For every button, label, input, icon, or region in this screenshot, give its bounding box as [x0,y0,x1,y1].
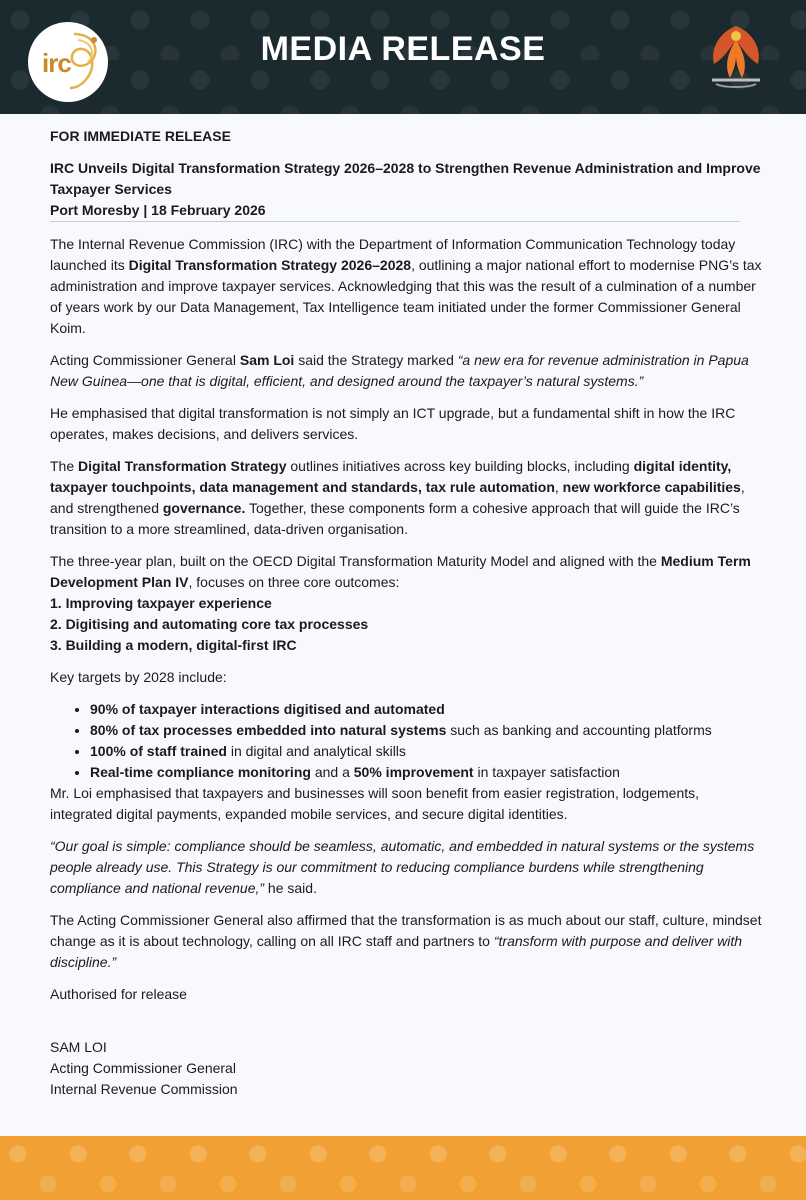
targets-intro: Key targets by 2028 include: [50,669,227,685]
quote: “a new era for revenue administration in Papua New Guinea—one that is digital, efficient, and designed around the taxpayer’s natural systems.” [50,352,749,389]
list-item: 1. Improving taxpayer experience [50,595,272,611]
building-block: new workforce capabilities [562,479,741,495]
dateline: Port Moresby | 18 February 2026 [50,202,266,218]
page-title: MEDIA RELEASE [260,30,546,68]
text: in digital and analytical skills [226,743,406,759]
header-banner [0,0,806,114]
target: 90% of taxpayer interactions digitised and automated [90,701,445,717]
text: , outlining a major national effort to modernise PNG’s tax administration and improve taxpayer services. Acknowledging that this was the result of a culmination of a number of years work by our Data Management, Tax Intelligence team initiated under the former Commissioner General Koim. [50,257,762,336]
list-item [90,762,762,783]
text: The Acting Commissioner General also affirmed that the transformation is as much about our staff, culture, mindset change as it is about technology, calling on all IRC staff and partners to [50,912,762,949]
paragraph-quote [50,350,762,392]
release-label: FOR IMMEDIATE RELEASE [50,128,231,144]
release-content [50,126,762,1100]
text: in taxpayer satisfaction [473,764,620,780]
targets-list [50,699,762,783]
signatory-role: Acting Commissioner General [50,1060,236,1076]
list-item [90,699,762,720]
text: and a [310,764,354,780]
paragraph-building-blocks [50,456,762,540]
paragraph-benefits: Mr. Loi emphasised that taxpayers and businesses will soon benefit from easier registration, lodgements, integrated digital payments, expanded mobile services, and secure digital identities. [50,785,700,822]
outcomes-list [50,593,762,656]
quote: “transform with purpose and deliver with discipline.” [50,933,743,970]
list-item [90,741,762,762]
text: said the Strategy marked [294,352,458,368]
target: 80% of tax processes embedded into natural systems [90,722,447,738]
quote: “Our goal is simple: compliance should be seamless, automatic, and embedded in natural systems or the systems people already use. This Strategy is our commitment to reducing compliance burdens while strengthening compliance and national revenue,” [50,838,755,896]
paragraph-emphasis: He emphasised that digital transformation is not simply an ICT upgrade, but a fundamental shift in how the IRC operates, makes decisions, and delivers services. [50,405,736,442]
text: , focuses on three core outcomes: [188,574,400,590]
list-item [90,720,762,741]
list-item: 2. Digitising and automating core tax processes [50,616,369,632]
text: The Internal Revenue Commission (IRC) with the Department of Information Communication Technology today launched its [50,236,736,273]
text: , and strengthened [50,479,745,516]
text: he said. [264,880,317,896]
text: Acting Commissioner General [50,352,240,368]
signatory-name: SAM LOI [50,1039,107,1055]
signature-block [50,1037,762,1100]
person-name: Sam Loi [239,352,295,368]
list-item: 3. Building a modern, digital-first IRC [50,637,297,653]
strategy-name: Digital Transformation Strategy 2026–2028 [128,257,412,273]
logo-text: irc [42,48,71,78]
target: 50% improvement [353,764,474,780]
footer-banner [0,1136,806,1200]
text: The [50,458,79,474]
text: , [554,479,563,495]
text: Together, these components form a cohesive approach that will guide the IRC’s transition to a more streamlined, data-driven organisation. [50,500,740,537]
text: The three-year plan, built on the OECD Digital Transformation Maturity Model and aligned with the [50,553,661,569]
building-block: governance. [162,500,246,516]
paragraph-plan [50,551,762,593]
paragraph-affirmation [50,910,762,973]
strategy-name: Digital Transformation Strategy [78,458,287,474]
signatory-org: Internal Revenue Commission [50,1081,238,1097]
plan-name: Medium Term Development Plan IV [50,553,751,590]
text: such as banking and accounting platforms [446,722,712,738]
paragraph-launch [50,234,762,339]
headline: IRC Unveils Digital Transformation Strategy 2026–2028 to Strengthen Revenue Administration and Improve Taxpayer Services [50,160,761,197]
dateline-divider [50,200,740,222]
paragraph-goal-quote [50,836,762,899]
building-blocks: digital identity, taxpayer touchpoints, data management and standards, tax rule automation [50,458,732,495]
target: 100% of staff trained [90,743,227,759]
authorised-line: Authorised for release [50,986,187,1002]
text: outlines initiatives across key building blocks, including [286,458,634,474]
target: Real-time compliance monitoring [90,764,311,780]
bird-of-paradise-emblem-icon [700,18,772,98]
